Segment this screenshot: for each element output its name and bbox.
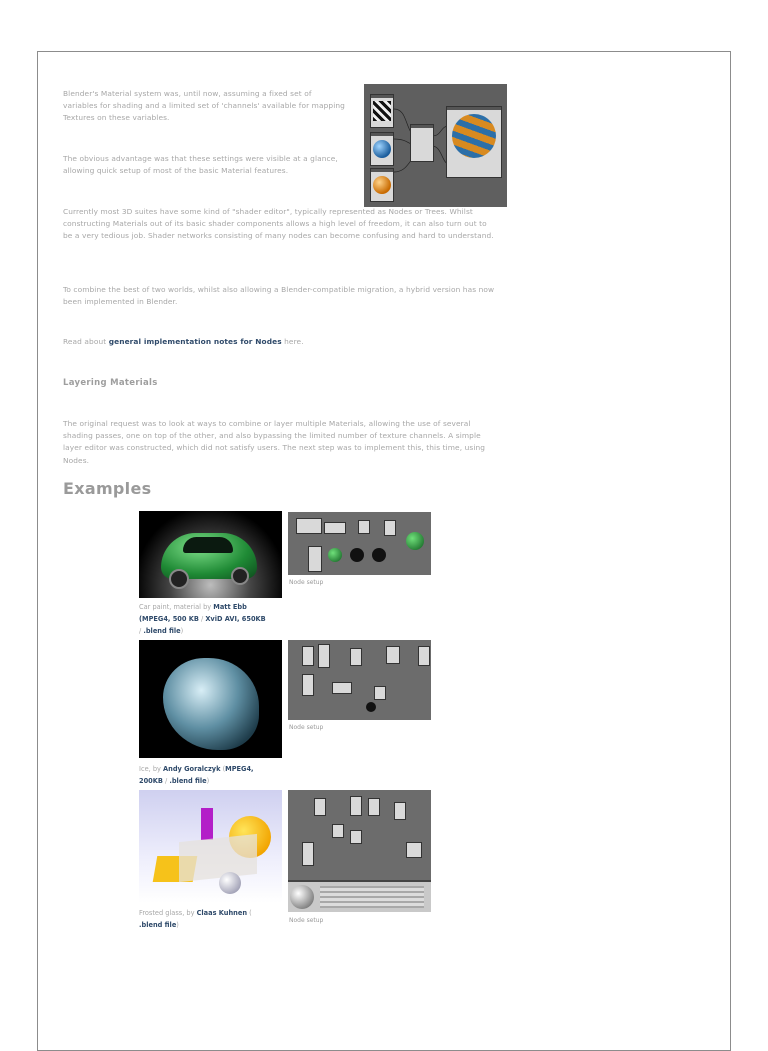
frosted-glass-pane	[179, 834, 257, 882]
glass-node-setup-label: Node setup	[289, 917, 324, 924]
texture-node	[370, 94, 394, 128]
car-caption-prefix: Car paint, material by	[139, 603, 214, 611]
glass-node-setup-screenshot	[288, 790, 431, 912]
ice-node-setup-screenshot	[288, 640, 431, 720]
car-wheel-front	[169, 569, 189, 589]
node-editor-screenshot	[364, 84, 507, 207]
car-node-sphere-2	[350, 548, 364, 562]
glass-caption-suffix: )	[176, 921, 179, 930]
mix-node	[410, 124, 434, 162]
car-node-3	[358, 520, 370, 534]
ice-node-7	[332, 682, 352, 694]
car-caption	[139, 601, 287, 638]
car-window	[183, 537, 233, 553]
car-node-sphere-3	[372, 548, 386, 562]
ice-sep-1: /	[162, 777, 170, 786]
purple-block	[201, 808, 213, 840]
glass-author-link[interactable]: Claas Kuhnen	[196, 909, 248, 917]
ice-caption-suffix: )	[206, 777, 210, 786]
glass-node-1	[314, 798, 326, 816]
blue-sphere-preview	[373, 140, 391, 158]
car-caption-suffix: )	[180, 627, 184, 636]
car-node-setup-label: Node setup	[289, 579, 324, 586]
output-node	[446, 106, 502, 178]
glass-blend-link[interactable]: .blend file	[139, 921, 177, 930]
glass-node-5	[332, 824, 344, 838]
intro-paragraph-2: The obvious advantage was that these settings were visible at a glance, allowing quick setup of most of the basic Material features.	[63, 154, 338, 176]
glass-node-6	[350, 830, 362, 844]
texture-preview	[373, 101, 391, 121]
car-node-4	[384, 520, 396, 536]
glass-node-7	[302, 842, 314, 866]
glass-panel-preview-sphere	[290, 885, 314, 909]
material-node-blue	[370, 132, 394, 166]
intro-paragraph-3: Currently most 3D suites have some kind of "shader editor", typically represented as Nodes or Trees. Whilst constructing Materials out of its basic shader components allows a high level of freedom, it can also turn out to be a very tedious job. Shader networks consisting of many nodes can become confusing and hard to understand.	[63, 207, 494, 241]
car-xvid-link[interactable]: XviD AVI, 650KB	[205, 615, 266, 624]
ice-caption	[139, 763, 279, 787]
ice-mpeg4-link[interactable]: MPEG4, 200KB	[139, 765, 254, 786]
ice-node-sphere	[366, 702, 376, 712]
glass-node-4	[394, 802, 406, 820]
glass-caption-prefix: Frosted glass, by	[139, 909, 197, 917]
white-sphere	[219, 872, 241, 894]
ice-node-6	[302, 674, 314, 696]
glass-panel-controls	[320, 886, 424, 908]
glass-node-2	[350, 796, 362, 816]
ice-node-3	[350, 648, 362, 666]
car-node-setup-screenshot	[288, 512, 431, 575]
ice-rock	[163, 658, 259, 750]
car-author-link[interactable]: Matt Ebb	[213, 603, 247, 611]
ice-blend-link[interactable]: .blend file	[169, 777, 207, 786]
ice-caption-prefix: Ice, by	[139, 765, 164, 773]
ice-node-8	[374, 686, 386, 700]
car-node-2	[324, 522, 346, 534]
read-about-suffix: here.	[281, 337, 304, 346]
ice-render	[139, 640, 282, 758]
car-sep-1: /	[198, 615, 206, 624]
car-node-1	[296, 518, 322, 534]
car-blend-link[interactable]: .blend file	[143, 627, 181, 636]
examples-heading: Examples	[63, 479, 152, 498]
ice-node-1	[302, 646, 314, 666]
car-sep-2: /	[139, 627, 144, 636]
intro-paragraph-4: To combine the best of two worlds, whilst also allowing a Blender-compatible migration, a hybrid version has now been implemented in Blender.	[63, 285, 495, 307]
glass-caption-open: (	[247, 909, 252, 917]
car-paint-render	[139, 511, 282, 598]
glass-buttons-panel	[288, 880, 431, 912]
implementation-notes-link[interactable]: general implementation notes for Nodes	[108, 337, 282, 346]
glass-node-3	[368, 798, 380, 816]
orange-sphere-preview	[373, 176, 391, 194]
intro-paragraph-1: Blender's Material system was, until now, assuming a fixed set of variables for shading and a limited set of 'channels' available for mapping Textures on these variables.	[63, 89, 345, 123]
ice-author-link[interactable]: Andy Goralczyk	[163, 765, 221, 773]
ice-node-4	[386, 646, 400, 664]
read-about-prefix: Read about	[63, 337, 109, 346]
glass-node-8	[406, 842, 422, 858]
ice-node-2	[318, 644, 330, 668]
read-about-line	[63, 336, 498, 348]
ice-caption-open: (	[220, 765, 226, 773]
car-wheel-rear	[231, 567, 249, 585]
output-sphere-preview	[452, 114, 496, 158]
car-node-sphere-1	[328, 548, 342, 562]
glass-caption	[139, 907, 279, 931]
car-node-5	[308, 546, 322, 572]
frosted-glass-render	[139, 790, 282, 903]
ice-node-setup-label: Node setup	[289, 724, 324, 731]
layering-heading: Layering Materials	[63, 378, 158, 388]
car-node-output-sphere	[406, 532, 424, 550]
layering-paragraph: The original request was to look at ways to combine or layer multiple Materials, allowing the use of several shading passes, one on top of the other, and also bypassing the limited number of texture channels. A simple layer editor was constructed, which did not satisfy users. The next step was to implement this, this time, using Nodes.	[63, 419, 486, 465]
car-mpeg4-link[interactable]: (MPEG4, 500 KB	[139, 615, 199, 624]
material-node-orange	[370, 168, 394, 202]
ice-node-5	[418, 646, 430, 666]
